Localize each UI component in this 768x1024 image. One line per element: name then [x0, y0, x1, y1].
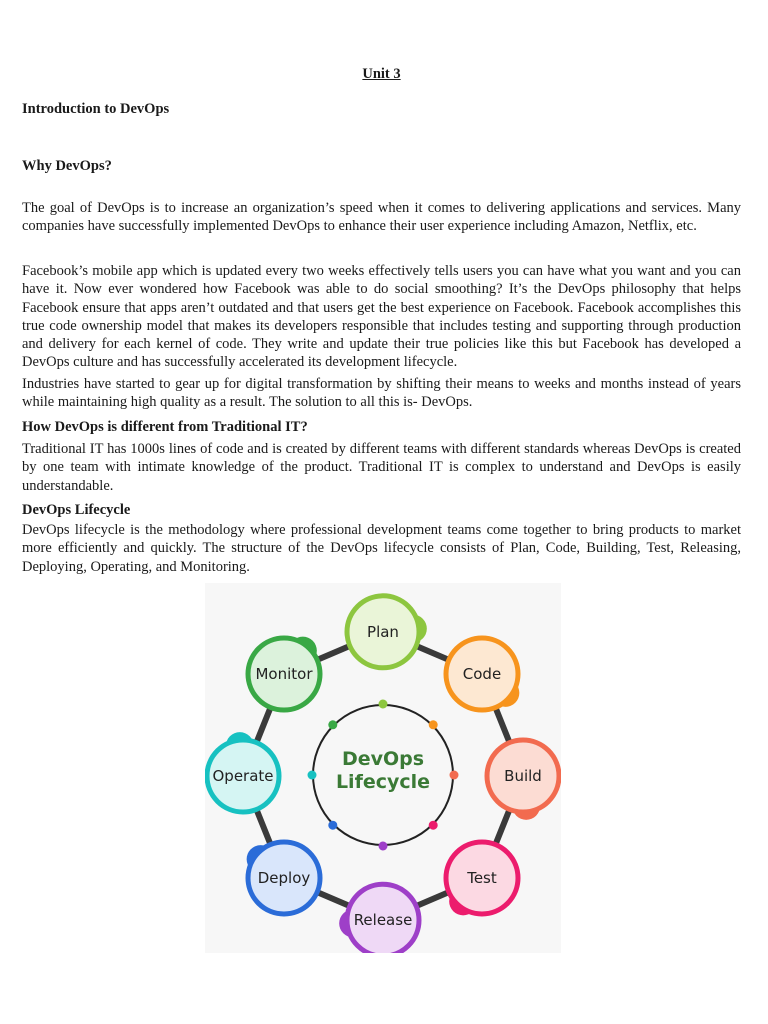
paragraph-industries: Industries have started to gear up for digital transformation by shifting their means to weeks and months instead of years while maintaining high quality as a result. The solution to all this is- DevOps.: [22, 376, 741, 411]
ring-dot-release: [379, 842, 388, 851]
stage-label-test: Test: [467, 868, 497, 887]
stage-label-code: Code: [462, 665, 502, 684]
difference-heading: How DevOps is different from Traditional IT?: [22, 419, 308, 435]
center-title-line2: Lifecycle: [335, 771, 431, 793]
ring-dot-monitor: [328, 720, 337, 729]
devops-lifecycle-diagram: [205, 583, 561, 953]
paragraph-facebook: Facebook’s mobile app which is updated every two weeks effectively tells users you can have what you want and you can have it. Now ever wondered how Facebook was able to do social smoothing? It’s the DevOps philosophy that helps Facebook ensure that apps aren’t outdated and that users get the best experience on Facebook. Facebook accomplishes this true code ownership model that makes its developers responsible that includes testing and supporting through production and delivery for each kernel of code. They write and update their true policies like this but Facebook has developed a DevOps culture and has successfully accelerated its development lifecycle.: [22, 263, 741, 371]
intro-heading: Introduction to DevOps: [22, 101, 170, 117]
lifecycle-heading: DevOps Lifecycle: [22, 502, 131, 518]
lifecycle-svg: [205, 583, 561, 953]
ring-dot-build: [450, 771, 459, 780]
stage-label-release: Release: [353, 911, 413, 930]
paragraph-goal: The goal of DevOps is to increase an organization’s speed when it comes to delivering applications and services. Many companies have successfully implemented DevOps to enhance their user experience including Amazon, Netflix, etc.: [22, 200, 741, 235]
stage-label-build: Build: [504, 767, 542, 785]
stage-label-operate: Operate: [212, 767, 274, 785]
unit-title: Unit 3: [362, 66, 401, 82]
ring-dot-deploy: [328, 821, 337, 830]
stage-label-plan: Plan: [367, 622, 399, 641]
ring-dot-code: [429, 720, 438, 729]
paragraph-lifecycle: DevOps lifecycle is the methodology where professional development teams come together to bring products to market more efficiently and quickly. The structure of the DevOps lifecycle consists of Plan, Code, Building, Test, Releasing, Deploying, Operating, and Monitoring.: [22, 522, 741, 575]
ring-dot-operate: [308, 771, 317, 780]
why-devops-heading: Why DevOps?: [22, 158, 112, 174]
ring-dot-plan: [379, 700, 388, 709]
stage-label-monitor: Monitor: [255, 665, 313, 684]
paragraph-traditional-it: Traditional IT has 1000s lines of code and is created by different teams with different standards whereas DevOps is created by one team with intimate knowledge of the product. Traditional IT is complex to understand and DevOps is easily understandable.: [22, 441, 741, 494]
center-title-line1: DevOps: [341, 748, 425, 770]
stage-label-deploy: Deploy: [257, 868, 311, 887]
ring-dot-test: [429, 821, 438, 830]
